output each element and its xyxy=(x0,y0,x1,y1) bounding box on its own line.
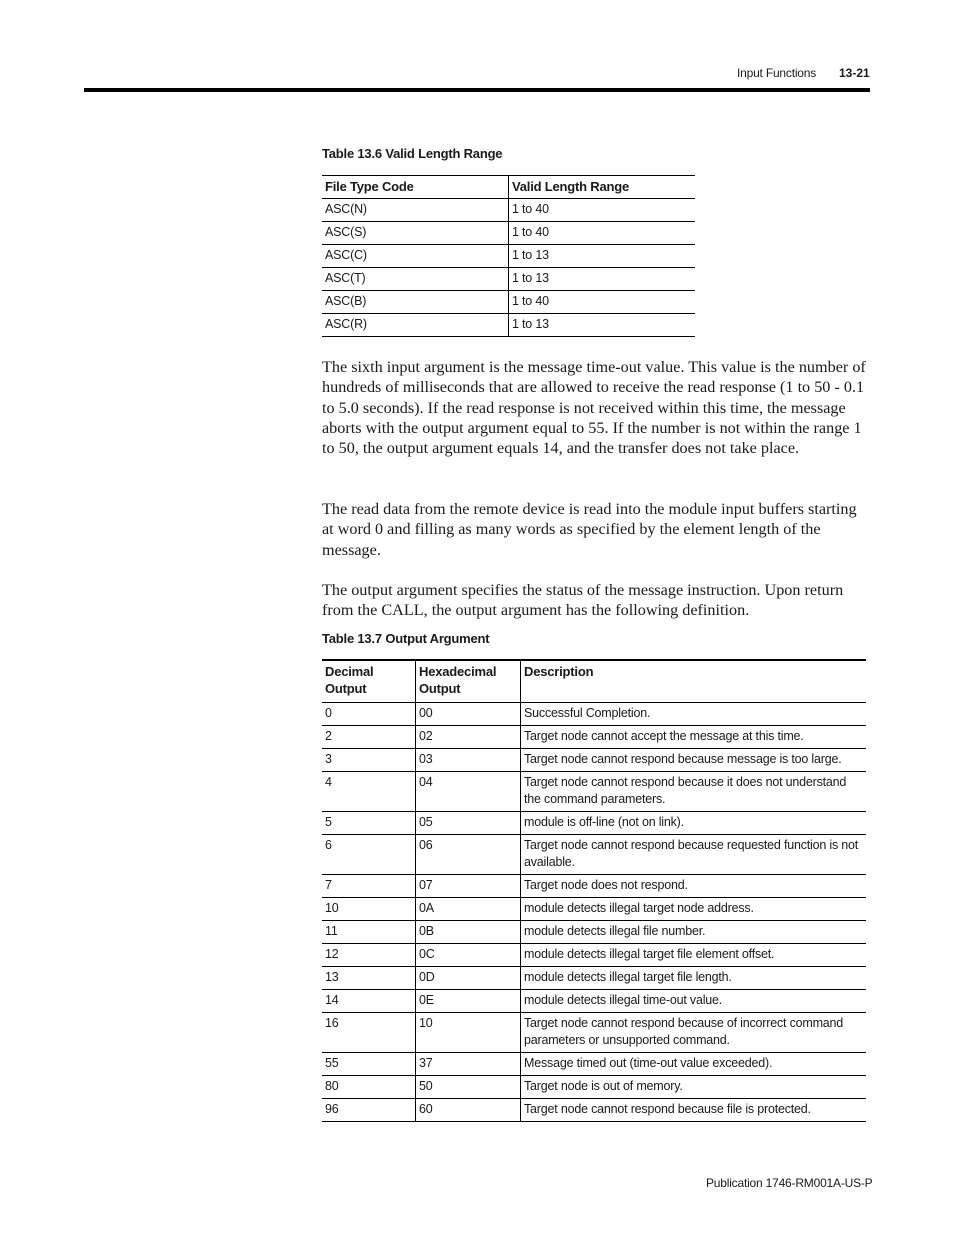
table-cell: 02 xyxy=(416,726,521,749)
column-header: Hexadecimal Output xyxy=(416,660,521,703)
column-header: Description xyxy=(521,660,867,703)
table-row xyxy=(322,268,695,291)
table-cell: 1 to 13 xyxy=(509,314,696,337)
column-header: File Type Code xyxy=(322,176,509,199)
table-cell: 07 xyxy=(416,875,521,898)
table-cell: Target node cannot respond because message is too large. xyxy=(521,749,867,772)
table-cell: Target node is out of memory. xyxy=(521,1076,867,1099)
header-rule xyxy=(84,88,870,92)
table-cell: 0D xyxy=(416,967,521,990)
table-cell: module detects illegal time-out value. xyxy=(521,990,867,1013)
table-cell: Target node cannot respond because requested function is not available. xyxy=(521,835,867,875)
table-cell: 13 xyxy=(322,967,416,990)
table-row xyxy=(322,1053,866,1076)
table-row xyxy=(322,944,866,967)
table-row xyxy=(322,291,695,314)
table-row xyxy=(322,222,695,245)
table-cell: 50 xyxy=(416,1076,521,1099)
table-cell: 14 xyxy=(322,990,416,1013)
table-cell: 55 xyxy=(322,1053,416,1076)
table-cell: 05 xyxy=(416,812,521,835)
table-cell: 1 to 13 xyxy=(509,268,696,291)
table-cell: Successful Completion. xyxy=(521,703,867,726)
table-cell: 12 xyxy=(322,944,416,967)
table-cell: Target node does not respond. xyxy=(521,875,867,898)
valid-length-range-table xyxy=(322,175,695,337)
table-cell: 6 xyxy=(322,835,416,875)
table-row xyxy=(322,921,866,944)
table-cell: 10 xyxy=(322,898,416,921)
table-cell: module is off-line (not on link). xyxy=(521,812,867,835)
paragraph-read-data: The read data from the remote device is read into the module input buffers starting at word 0 and filling as many words as specified by the element length of the message. xyxy=(322,500,857,559)
table-cell: 11 xyxy=(322,921,416,944)
table-cell: 00 xyxy=(416,703,521,726)
table-cell: 16 xyxy=(322,1013,416,1053)
page-number: 13-21 xyxy=(839,66,870,80)
table-cell: ASC(C) xyxy=(322,245,509,268)
table-cell: 0B xyxy=(416,921,521,944)
table-row xyxy=(322,1099,866,1122)
paragraph-output-argument: The output argument specifies the status of the message instruction. Upon return from the CALL, the output argument has the following definition. xyxy=(322,581,844,620)
table-cell: 03 xyxy=(416,749,521,772)
table-cell: 80 xyxy=(322,1076,416,1099)
table-cell: 0E xyxy=(416,990,521,1013)
table-row xyxy=(322,990,866,1013)
table-cell: 37 xyxy=(416,1053,521,1076)
table-cell: 5 xyxy=(322,812,416,835)
table-cell: 3 xyxy=(322,749,416,772)
table-cell: Target node cannot respond because it does not understand the command parameters. xyxy=(521,772,867,812)
output-argument-rows xyxy=(322,703,866,1122)
table-header-row xyxy=(322,660,866,703)
table-cell: 1 to 13 xyxy=(509,245,696,268)
table-row xyxy=(322,245,695,268)
table-cell: 10 xyxy=(416,1013,521,1053)
table-cell: 1 to 40 xyxy=(509,222,696,245)
table-row xyxy=(322,772,866,812)
table-row xyxy=(322,898,866,921)
table-cell: ASC(S) xyxy=(322,222,509,245)
table-row xyxy=(322,199,695,222)
table-cell: 06 xyxy=(416,835,521,875)
table-row xyxy=(322,1076,866,1099)
table-cell: 60 xyxy=(416,1099,521,1122)
table-row xyxy=(322,1013,866,1053)
table-cell: 96 xyxy=(322,1099,416,1122)
table-cell: Message timed out (time-out value exceeded). xyxy=(521,1053,867,1076)
table-row xyxy=(322,314,695,337)
running-header-section: Input Functions xyxy=(737,66,817,80)
table-cell: 1 to 40 xyxy=(509,291,696,314)
table-row xyxy=(322,703,866,726)
table-cell: module detects illegal target node address. xyxy=(521,898,867,921)
table-cell: ASC(T) xyxy=(322,268,509,291)
table-row xyxy=(322,726,866,749)
table-13-7-caption: Table 13.7 Output Argument xyxy=(322,631,490,646)
table-cell: Target node cannot respond because of incorrect command parameters or unsupported command. xyxy=(521,1013,867,1053)
table-row xyxy=(322,875,866,898)
table-cell: module detects illegal target file element offset. xyxy=(521,944,867,967)
table-header-row xyxy=(322,176,695,199)
table-cell: ASC(N) xyxy=(322,199,509,222)
table-cell: Target node cannot accept the message at this time. xyxy=(521,726,867,749)
output-argument-table xyxy=(322,659,866,1122)
table-row xyxy=(322,835,866,875)
table-cell: 0A xyxy=(416,898,521,921)
column-header: Decimal Output xyxy=(322,660,416,703)
table-cell: 7 xyxy=(322,875,416,898)
table-row xyxy=(322,967,866,990)
table-row xyxy=(322,812,866,835)
table-13-6-caption: Table 13.6 Valid Length Range xyxy=(322,146,503,161)
table-cell: 2 xyxy=(322,726,416,749)
table-cell: module detects illegal target file length. xyxy=(521,967,867,990)
table-cell: ASC(B) xyxy=(322,291,509,314)
table-cell: module detects illegal file number. xyxy=(521,921,867,944)
table-cell: 1 to 40 xyxy=(509,199,696,222)
paragraph-timeout: The sixth input argument is the message time-out value. This value is the number of hundreds of milliseconds that are allowed to receive the read response (1 to 50 - 0.1 to 5.0 seconds). If the read response is not received within this time, the message aborts with the output argument equal to 55. If the number is not within the range 1 to 50, the output argument equals 14, and the transfer does not take place. xyxy=(322,358,866,458)
table-cell: 0C xyxy=(416,944,521,967)
table-cell: Target node cannot respond because file is protected. xyxy=(521,1099,867,1122)
publication-footer: Publication 1746-RM001A-US-P xyxy=(706,1176,873,1190)
table-cell: ASC(R) xyxy=(322,314,509,337)
table-cell: 04 xyxy=(416,772,521,812)
column-header: Valid Length Range xyxy=(509,176,696,199)
table-cell: 0 xyxy=(322,703,416,726)
table-cell: 4 xyxy=(322,772,416,812)
table-row xyxy=(322,749,866,772)
